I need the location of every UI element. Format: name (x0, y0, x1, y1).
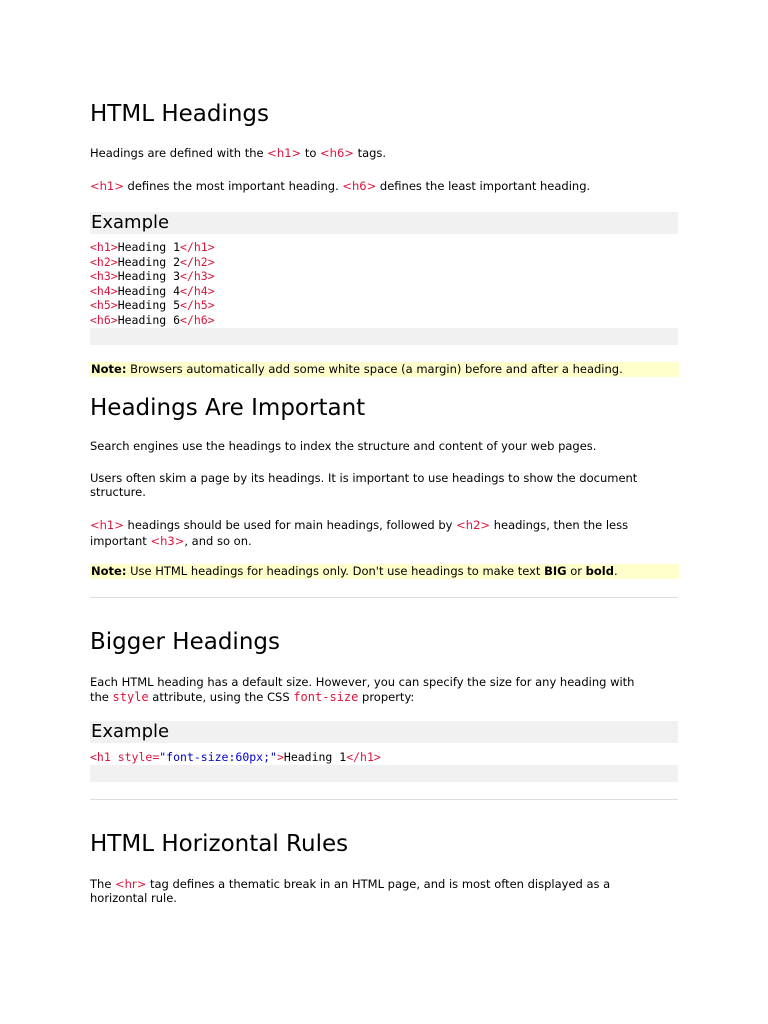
code-tag: <h4> (90, 283, 118, 298)
code-text: Heading 2 (117, 254, 181, 269)
code-block (90, 743, 678, 765)
heading-html-headings: HTML Headings (90, 101, 270, 127)
paragraph-h1-usage (90, 517, 650, 549)
code-tag: </h1> (346, 750, 381, 764)
text-segment: to (301, 146, 321, 160)
code-tag: </h4> (180, 283, 215, 298)
paragraph-importance (90, 179, 678, 193)
code-line-6 (90, 313, 678, 328)
heading-horizontal-rules: HTML Horizontal Rules (90, 831, 349, 857)
code-text: Heading 3 (117, 269, 181, 283)
code-tag: <h1> (90, 240, 118, 254)
note-big: BIG (544, 564, 567, 578)
code-attr: style= (110, 750, 160, 764)
code-tag: <h1 (90, 750, 111, 764)
tag-hr: <hr> (115, 877, 147, 891)
note-text: . (613, 564, 618, 578)
example-title: Example (91, 721, 170, 742)
code-tag: </h6> (180, 312, 215, 327)
code-tag: > (276, 750, 284, 764)
code-font-size: font-size (293, 690, 359, 704)
heading-bigger-headings: Bigger Headings (90, 629, 280, 655)
code-value: "font-size:60px;" (159, 750, 277, 764)
code-tag: <h3> (90, 269, 118, 283)
code-line-5 (90, 298, 678, 313)
divider-2 (90, 799, 678, 800)
code-tag: <h6> (90, 312, 118, 327)
note-bold: bold (585, 564, 614, 578)
paragraph-headings-defined (90, 146, 678, 160)
code-text: Heading 1 (117, 240, 181, 254)
note-text: Browsers automatically add some white space (a margin) before and after a heading. (126, 362, 623, 376)
text-segment: tag defines a thematic break in an HTML page, and is most often displayed as a horizontal rule. (90, 877, 611, 905)
text-segment: property: (358, 690, 415, 704)
tag-h6: <h6> (342, 179, 377, 193)
code-line-1 (90, 240, 678, 255)
code-tag: </h3> (180, 269, 215, 283)
code-text: Heading 5 (117, 298, 181, 312)
code-tag: </h5> (180, 298, 215, 312)
text-segment: tags. (353, 146, 387, 160)
paragraph-hr-tag (90, 877, 670, 905)
code-block (90, 234, 678, 328)
code-tag: <h2> (90, 254, 118, 269)
code-tag: </h2> (180, 254, 215, 269)
paragraph-search-engines: Search engines use the headings to index the structure and content of your web pages. (90, 439, 597, 453)
code-text: Heading 1 (283, 750, 347, 764)
tag-h1: <h1> (90, 179, 124, 193)
paragraph-default-size (90, 675, 635, 705)
text-segment: Each HTML heading has a default size. However, you can specify the size for any heading with the (90, 675, 635, 704)
code-style: style (112, 690, 149, 704)
text-segment: , and so on. (184, 534, 252, 548)
text-segment: headings, then the less important (90, 518, 629, 548)
code-line-2 (90, 255, 678, 270)
code-line-4 (90, 284, 678, 299)
code-line-3 (90, 269, 678, 284)
note-box-2 (90, 564, 679, 579)
text-segment: headings should be used for main headings, followed by (123, 518, 457, 532)
example-title: Example (91, 212, 170, 233)
note-label: Note: (91, 564, 127, 578)
tag-h3: <h3> (150, 534, 185, 548)
tag-h1: <h1> (267, 146, 302, 160)
code-text: Heading 6 (117, 312, 181, 327)
text-segment: defines the least important heading. (376, 179, 591, 193)
note-box-1 (90, 362, 679, 377)
text-segment: The (90, 877, 116, 891)
note-text: Use HTML headings for headings only. Don't use headings to make text (126, 564, 545, 578)
code-text: Heading 4 (117, 283, 181, 298)
note-label: Note: (91, 362, 127, 376)
code-tag: <h5> (90, 298, 118, 312)
divider-1 (90, 597, 678, 598)
text-segment: attribute, using the CSS (148, 690, 294, 704)
tag-h2: <h2> (456, 518, 491, 532)
code-tag: </h1> (180, 240, 215, 254)
example-box-2 (90, 721, 678, 782)
tag-h6: <h6> (320, 146, 354, 160)
paragraph-users-skim: Users often skim a page by its headings. It is important to use headings to show the document structure. (90, 471, 638, 499)
heading-headings-are-important: Headings Are Important (90, 395, 366, 421)
tag-h1: <h1> (90, 518, 124, 532)
text-segment: Headings are defined with the (90, 146, 268, 160)
example-box-1 (90, 212, 678, 345)
note-text: or (566, 564, 586, 578)
text-segment: defines the most important heading. (123, 179, 343, 193)
